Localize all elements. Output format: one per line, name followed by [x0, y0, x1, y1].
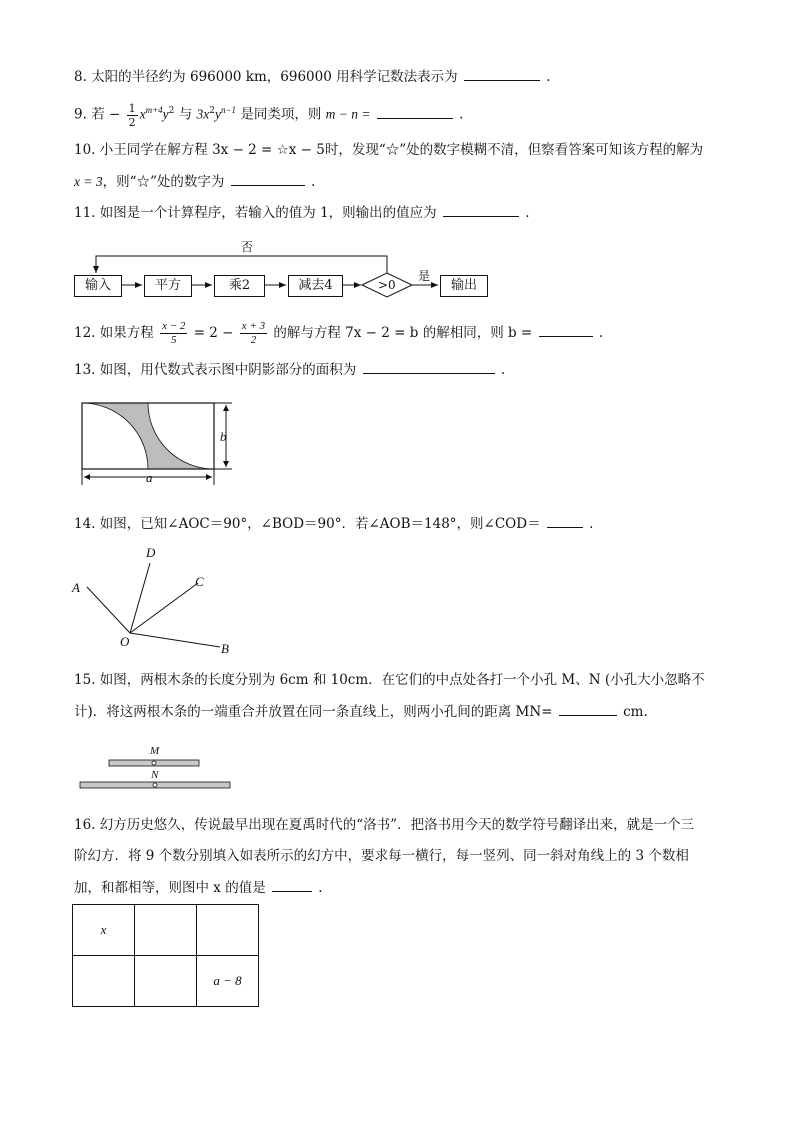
question-8: 8. 太阳的半径约为 696000 km，696000 用科学记数法表示为 . [74, 66, 551, 87]
label-b: b [220, 429, 227, 444]
fraction: $\frac{x - 2}{5}$ [162, 320, 186, 346]
question-16-line3: 加，和都相等，则图中 x 的值是 . [74, 877, 323, 898]
grid-cell [135, 905, 197, 956]
question-16-line2: 阶幻方．将 9 个数分别填入如表所示的幻方中，要求每一横行，每一竖列、同一斜对角线上的 3 个数相 [74, 848, 689, 864]
grid-cell [73, 956, 135, 1007]
flow-condition: >0 [378, 278, 396, 292]
magic-square-grid [72, 904, 259, 1007]
table-row [73, 905, 259, 956]
answer-blank[interactable] [443, 202, 519, 217]
answer-blank[interactable] [547, 513, 583, 528]
table-row [73, 956, 259, 1007]
question-14: 14. 如图，已知∠AOC＝90°，∠BOD＝90°．若∠AOB＝148°，则∠COD＝ . [74, 513, 593, 534]
grid-cell: x [73, 905, 135, 956]
question-9: 9. 若 − $\frac{1}{2}$ $x^{m+4}y^2$ 与 $3x^2y^{n-1}$ 是同类项，则 m − n = . [74, 101, 464, 129]
point-A: A [72, 580, 80, 595]
flow-yes-label: 是 [418, 269, 431, 283]
flow-minus4-box: 减去4 [288, 275, 343, 297]
answer-blank[interactable] [231, 171, 305, 186]
question-15-line1: 15. 如图，两根木条的长度分别为 6cm 和 10cm．在它们的中点处各打一个小孔 M、N (小孔大小忽略不 [74, 672, 705, 688]
fraction: $\frac{1}{2}$ [128, 101, 136, 129]
question-13: 13. 如图，用代数式表示图中阴影部分的面积为 . [74, 359, 505, 380]
grid-cell [197, 905, 259, 956]
answer-blank[interactable] [377, 104, 453, 119]
point-D: D [146, 545, 156, 560]
answer-blank[interactable] [539, 322, 593, 337]
flow-input-box: 输入 [74, 275, 122, 297]
question-10-line2: x = 3，则“☆”处的数字为 . [74, 171, 315, 192]
label-a: a [146, 470, 153, 485]
fraction: $\frac{x + 3}{2}$ [241, 320, 266, 346]
question-12: 12. 如果方程 $\frac{x - 2}{5}$ = 2 − $\frac{x + 3}{2}$ 的解与方程 7x − 2 = b 的解相同，则 b = . [74, 320, 604, 346]
shaded-area-figure [74, 395, 244, 490]
grid-cell [135, 956, 197, 1007]
point-C: C [195, 574, 204, 589]
answer-blank[interactable] [363, 359, 495, 374]
question-15-line2: 计)．将这两根木条的一端重合并放置在同一条直线上，则两小孔间的距离 MN= cm. [74, 701, 648, 722]
answer-blank[interactable] [272, 877, 312, 892]
label-M: M [150, 745, 160, 757]
question-16-line1: 16. 幻方历史悠久，传说最早出现在夏禹时代的“洛书”．把洛书用今天的数学符号翻译出来，就是一个三 [74, 817, 695, 833]
question-10-line1: 10. 小王同学在解方程 3x − 2 = ☆x − 5时，发现“☆”处的数字模糊不清，但察看答案可知该方程的解为 [74, 142, 704, 158]
flow-no-label: 否 [241, 240, 254, 254]
point-O: O [120, 634, 130, 649]
flow-output-box: 输出 [440, 275, 488, 297]
flowchart-connectors [60, 234, 500, 304]
grid-cell: a − 8 [197, 956, 259, 1007]
flow-square-box: 平方 [144, 275, 192, 297]
answer-blank[interactable] [464, 66, 540, 81]
answer-blank[interactable] [559, 701, 617, 716]
flow-times2-box: 乘2 [214, 275, 265, 297]
point-B: B [221, 641, 229, 656]
label-N: N [151, 769, 159, 781]
question-11: 11. 如图是一个计算程序，若输入的值为 1，则输出的值应为 . [74, 202, 530, 223]
